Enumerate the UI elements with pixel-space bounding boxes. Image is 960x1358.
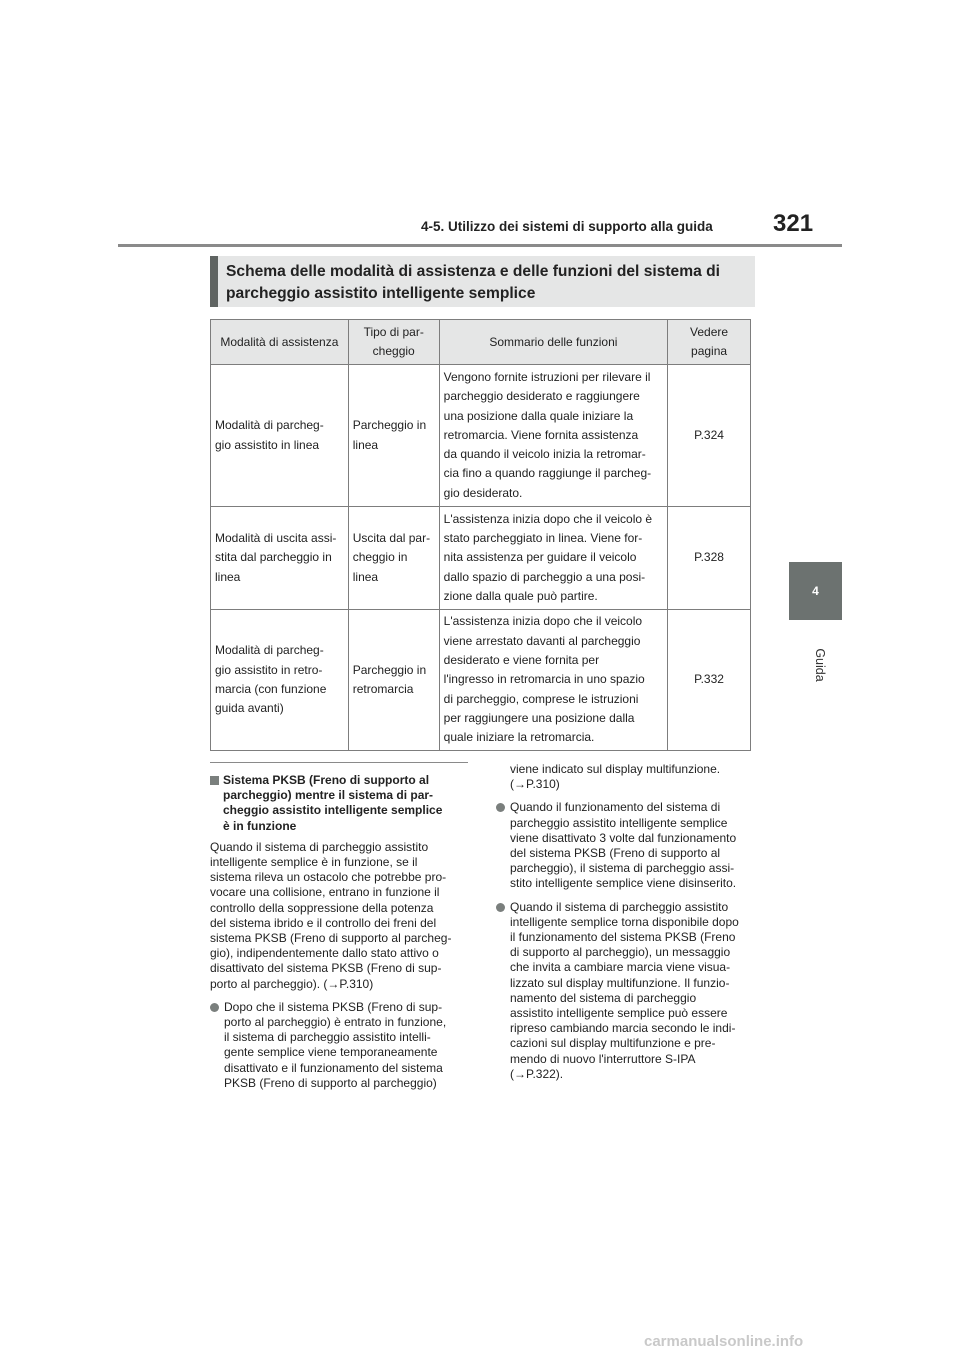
left-text-column <box>210 762 470 1091</box>
watermark: carmanualsonline.info <box>644 1333 804 1350</box>
circle-bullet-icon <box>210 1003 219 1012</box>
page-ref-cell: P.324 <box>668 365 751 507</box>
list-item-text: Quando il sistema di parcheggio assistito intelligente semplice torna disponibile dopo il funzionamento del sistema PKSB (Freno di supporto al parcheggio), un messaggio che invita a cambiare marcia viene visua- lizzato sul display multifunzione. Il funzio- namento del sistema di parcheggio assistito intelligente semplice può essere ripreso cambiando marcia secondo le indi- cazioni sul display multifunzione e pre- mendo di nuovo l'interruttore S-IPA (→P.322). <box>510 899 739 1081</box>
mode-cell: Modalità di parcheg- gio assistito in retro- marcia (con funzione guida avanti) <box>211 610 349 751</box>
table-header-cell: Sommario delle funzioni <box>439 320 667 365</box>
subsection-heading <box>210 773 470 834</box>
type-cell: Parcheggio in linea <box>348 365 439 507</box>
header-divider <box>118 244 842 247</box>
page-ref-cell: P.332 <box>668 610 751 751</box>
subsection-divider <box>210 762 468 763</box>
circle-bullet-icon <box>496 803 505 812</box>
table-header-row <box>211 320 751 365</box>
mode-cell: Modalità di parcheg- gio assistito in linea <box>211 365 349 507</box>
list-item <box>496 900 758 1082</box>
section-title: Schema delle modalità di assistenza e delle funzioni del sistema di parcheggio assistito intelligente semplice <box>226 263 720 302</box>
square-bullet-icon <box>210 776 219 785</box>
table-row <box>211 610 751 751</box>
type-cell: Uscita dal par- cheggio in linea <box>348 507 439 610</box>
list-item <box>496 800 758 891</box>
summary-cell: Vengono fornite istruzioni per rilevare il parcheggio desiderato e raggiungere una posizione dalla quale iniziare la retromarcia. Viene fornita assistenza da quando il veicolo inizia la retromar- cia fino a quando raggiunge il parcheg- gio desiderato. <box>439 365 667 507</box>
table-header-cell: Vedere pagina <box>668 320 751 365</box>
chapter-tab <box>789 562 842 620</box>
assist-modes-table <box>210 319 751 751</box>
page-number: 321 <box>773 210 814 237</box>
type-cell: Parcheggio in retromarcia <box>348 610 439 751</box>
summary-cell: L'assistenza inizia dopo che il veicolo è stato parcheggiato in linea. Viene for- nita assistenza per guidare il veicolo dallo spazio di parcheggio a una posi- zione dalla quale può partire. <box>439 507 667 610</box>
table-header-cell: Tipo di par- cheggio <box>348 320 439 365</box>
list-item <box>210 1000 470 1091</box>
table-header-cell: Modalità di assistenza <box>211 320 349 365</box>
list-item-text: Dopo che il sistema PKSB (Freno di sup- porto al parcheggio) è entrato in funzione, il sistema di parcheggio assistito intelli- gente semplice viene temporaneamente disattivato e il funzionamento del sistema PKSB (Freno di supporto al parcheggio) <box>224 999 447 1090</box>
circle-bullet-icon <box>496 903 505 912</box>
page-ref-cell: P.328 <box>668 507 751 610</box>
subsection-heading-text: Sistema PKSB (Freno di supporto al parcheggio) mentre il sistema di par- cheggio assistito intelligente semplice è in funzione <box>223 773 443 833</box>
chapter-tab-number: 4 <box>812 584 819 598</box>
right-text-column <box>496 762 758 1082</box>
list-item-text: Quando il funzionamento del sistema di parcheggio assistito intelligente semplice viene disattivato 3 volte dal funzionamento del sistema PKSB (Freno di supporto al parcheggio), il sistema di parcheggio assi- stito intelligente semplice viene disinserito. <box>510 800 737 891</box>
summary-cell: L'assistenza inizia dopo che il veicolo viene arrestato davanti al parcheggio desiderato e viene fornita per l'ingresso in retromarcia in uno spazio di parcheggio, comprese le istruzioni per raggiungere una posizione dalla quale iniziare la retromarcia. <box>439 610 667 751</box>
continued-text: viene indicato sul display multifunzione. (→P.310) <box>510 762 721 792</box>
section-heading-box <box>210 256 755 307</box>
table-row <box>211 365 751 507</box>
chapter-title: 4-5. Utilizzo dei sistemi di supporto alla guida <box>421 219 713 234</box>
chapter-tab-label: Guida <box>813 648 827 682</box>
table-row <box>211 507 751 610</box>
mode-cell: Modalità di uscita assi- stita dal parcheggio in linea <box>211 507 349 610</box>
body-paragraph: Quando il sistema di parcheggio assistito intelligente semplice è in funzione, se il sistema rileva un ostacolo che potrebbe pro- vocare una collisione, entrano in funzione il controllo della soppressione della potenza del sistema ibrido e il controllo dei freni del sistema PKSB (Freno di supporto al parcheg- gio), indipendentemente dallo stato attivo o disattivato del sistema PKSB (Freno di sup- porto al parcheggio). (→P.310) <box>210 839 452 991</box>
